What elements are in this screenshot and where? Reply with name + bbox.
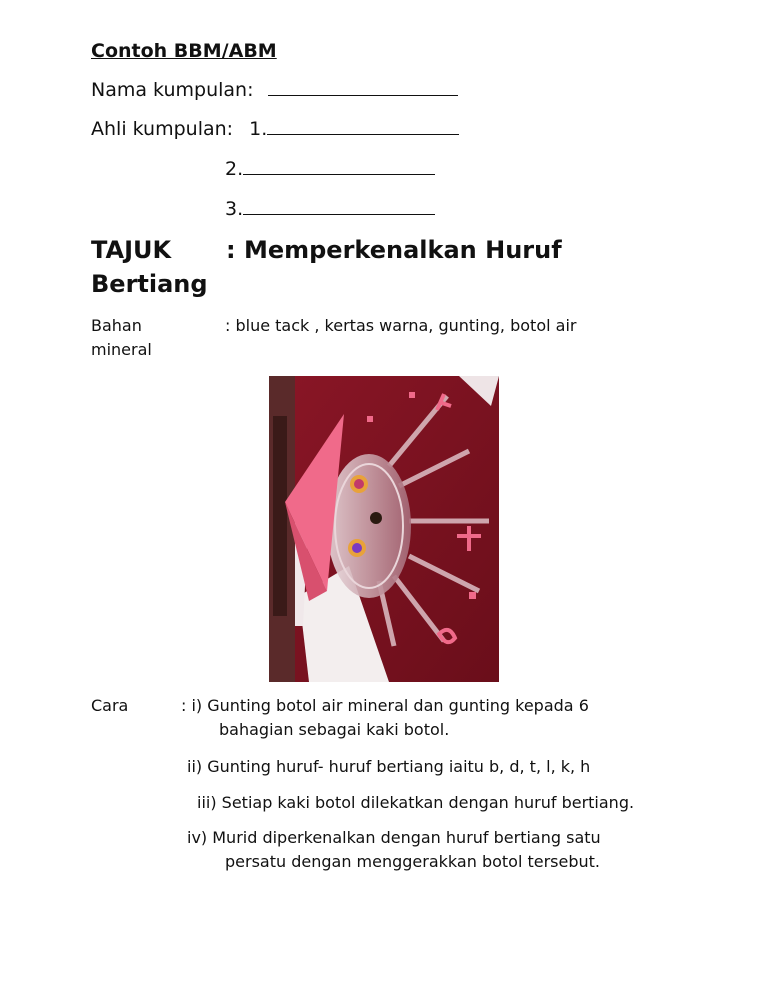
tajuk-label: TAJUK	[91, 236, 172, 264]
member-blank-2[interactable]	[243, 173, 435, 175]
bottle-craft-illustration	[269, 376, 499, 682]
document-heading: Contoh BBM/ABM	[91, 40, 277, 62]
member-blank-3[interactable]	[243, 213, 435, 215]
bahan-label: Bahan	[91, 316, 142, 335]
step-2: ii) Gunting huruf- huruf bertiang iaitu b, d, t, l, k, h	[187, 757, 591, 776]
step-3: iii) Setiap kaki botol dilekatkan dengan huruf bertiang.	[197, 793, 635, 812]
step-1-line2: bahagian sebagai kaki botol.	[219, 720, 450, 739]
bahan-materials: : blue tack , kertas warna, gunting, botol air	[225, 316, 577, 335]
group-members-label: Ahli kumpulan:	[91, 118, 234, 140]
cara-label: Cara	[91, 696, 129, 715]
step-1-line1: : i) Gunting botol air mineral dan gunting kepada 6	[181, 696, 589, 715]
group-name-row	[91, 79, 458, 101]
member-row-2	[225, 158, 435, 180]
step-4-line1: iv) Murid diperkenalkan dengan huruf bertiang satu	[187, 828, 601, 847]
tajuk-title-line1: : Memperkenalkan Huruf	[226, 236, 562, 264]
bahan-label-continued: mineral	[91, 340, 152, 359]
tajuk-title-line2: Bertiang	[91, 270, 208, 298]
member-number-2: 2.	[225, 158, 244, 180]
member-number-3: 3.	[225, 198, 244, 220]
group-name-label: Nama kumpulan:	[91, 79, 254, 101]
group-name-blank[interactable]	[268, 94, 458, 96]
step-4-line2: persatu dengan menggerakkan botol tersebut.	[225, 852, 601, 871]
member-row-3	[225, 198, 435, 220]
member-number-1: 1.	[249, 118, 268, 140]
member-blank-1[interactable]	[267, 133, 459, 135]
craft-photo	[269, 376, 499, 682]
group-members-row	[91, 118, 459, 140]
